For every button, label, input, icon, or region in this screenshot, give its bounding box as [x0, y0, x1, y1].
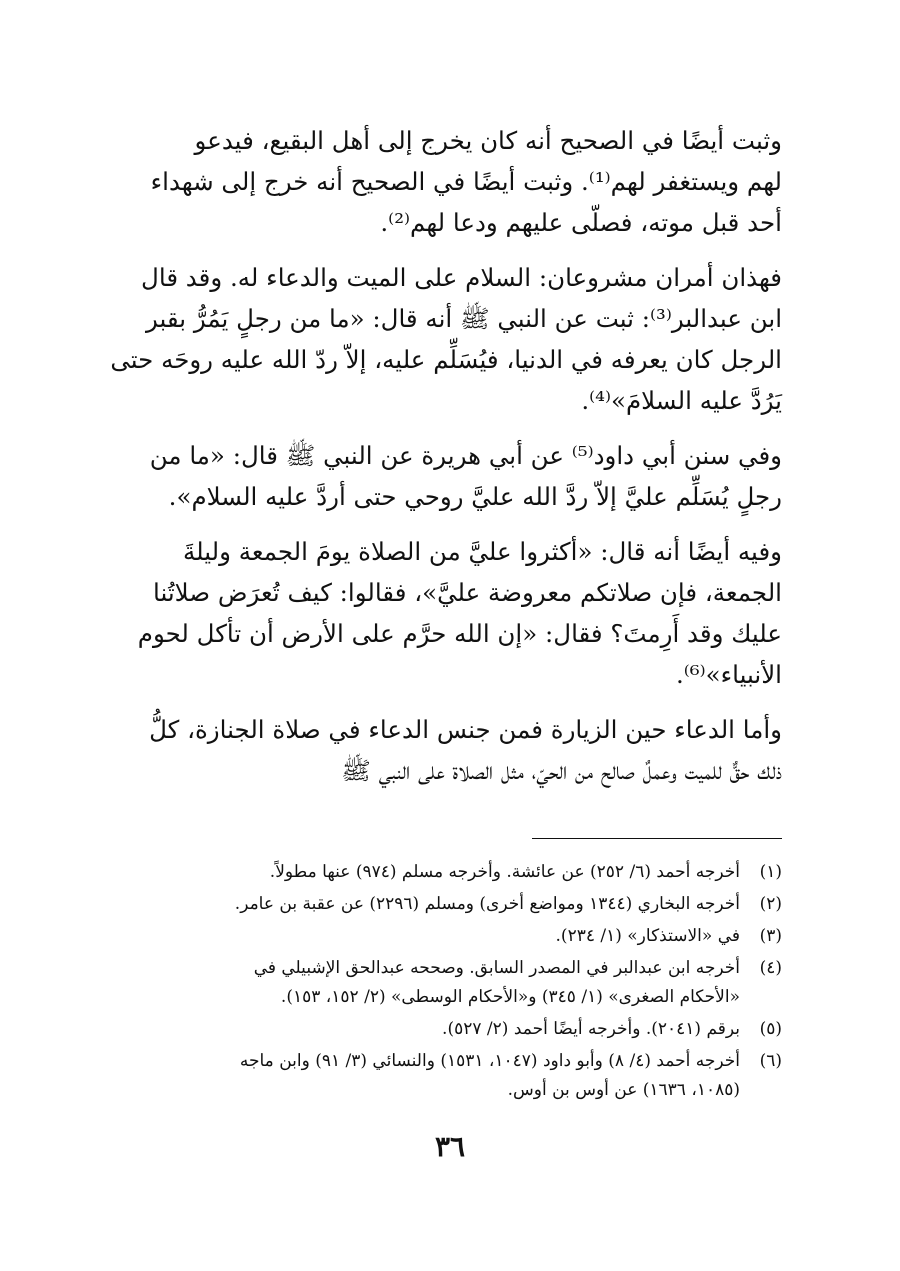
paragraph-5	[117, 709, 782, 791]
text-line: رجلٍ يُسَلِّم عليَّ إلاّ ردَّ الله عليَّ روحي حتى أردَّ عليه السلام».	[168, 482, 782, 511]
main-text	[110, 120, 782, 805]
text-line: فهذان أمران مشروعان: السلام على الميت والدعاء له. وقد قال	[141, 263, 782, 292]
paragraph-4	[117, 531, 782, 695]
footnote-text	[112, 858, 740, 887]
footnote-line: أخرجه أحمد (٤/ ٨) وأبو داود (١٠٤٧، ١٥٣١) والنسائي (٣/ ٩١) وابن ماجه	[239, 1051, 740, 1071]
footnotes	[112, 858, 782, 1108]
footnote-text	[112, 890, 740, 919]
footnote-3	[112, 922, 782, 951]
footnote-number: (١)	[759, 862, 782, 882]
paragraph-3	[117, 435, 782, 517]
footnote-number: (٥)	[759, 1019, 782, 1039]
footnote-2	[112, 890, 782, 919]
footnote-number: (٢)	[759, 894, 782, 914]
footnote-number: (٦)	[759, 1051, 782, 1071]
text-line: الجمعة، فإن صلاتكم معروضة عليَّ»، فقالوا: كيف تُعرَض صلاتُنا	[153, 578, 782, 607]
footnote-number: (٤)	[759, 958, 782, 978]
text-line: عليك وقد أَرِمتَ؟ فقال: «إن الله حرَّم على الأرض أن تأكل لحوم	[137, 619, 782, 648]
footnote-line: (١٠٨٥، ١٦٣٦) عن أوس بن أوس.	[507, 1080, 740, 1100]
text-line: لهم ويستغفر لهم⁽¹⁾. وثبت أيضًا في الصحيح أنه خرج إلى شهداء	[150, 167, 782, 196]
footnote-divider	[532, 838, 782, 839]
footnote-4	[112, 954, 782, 1012]
text-line: ذلك حقٌّ للميت وعملٌ صالح من الحيّ، مثل الصلاة على النبي ﷺ	[341, 756, 782, 785]
paragraph-2	[110, 257, 782, 421]
footnote-line: في «الاستذكار» (١/ ٢٣٤).	[555, 926, 740, 946]
footnote-line: أخرجه أحمد (٦/ ٢٥٢) عن عائشة. وأخرجه مسلم (٩٧٤) عنها مطولاً.	[269, 862, 740, 882]
text-line: الرجل كان يعرفه في الدنيا، فيُسَلِّم عليه، إلاّ ردّ الله عليه روحَه حتى	[110, 345, 782, 374]
text-line: أحد قبل موته، فصلّى عليهم ودعا لهم⁽²⁾.	[380, 208, 782, 237]
text-line: وثبت أيضًا في الصحيح أنه كان يخرج إلى أهل البقيع، فيدعو	[194, 126, 782, 155]
footnote-line: أخرجه ابن عبدالبر في المصدر السابق. وصححه عبدالحق الإشبيلي في	[253, 958, 740, 978]
footnote-number: (٣)	[759, 926, 782, 946]
text-line: ابن عبدالبر⁽³⁾: ثبت عن النبي ﷺ أنه قال: «ما من رجلٍ يَمُرُّ بقبر	[145, 304, 782, 333]
footnote-text	[112, 954, 740, 1012]
footnote-text	[112, 1015, 740, 1044]
footnote-line: برقم (٢٠٤١). وأخرجه أيضًا أحمد (٢/ ٥٢٧).	[442, 1019, 740, 1039]
footnote-line: «الأحكام الصغرى» (١/ ٣٤٥) و«الأحكام الوسطى» (٢/ ١٥٢، ١٥٣).	[280, 987, 740, 1007]
text-line: الأنبياء»⁽⁶⁾.	[675, 660, 782, 689]
text-line: وأما الدعاء حين الزيارة فمن جنس الدعاء في صلاة الجنازة، كلُّ	[149, 715, 782, 744]
paragraph-1	[117, 120, 782, 243]
footnote-6	[112, 1047, 782, 1105]
footnote-text	[112, 1047, 740, 1105]
text-line: وفي سنن أبي داود⁽⁵⁾ عن أبي هريرة عن النبي ﷺ قال: «ما من	[149, 441, 782, 470]
text-line: وفيه أيضًا أنه قال: «أكثروا عليَّ من الصلاة يومَ الجمعة وليلةَ	[183, 537, 782, 566]
footnote-line: أخرجه البخاري (١٣٤٤ ومواضع أخرى) ومسلم (٢٢٩٦) عن عقبة بن عامر.	[234, 894, 740, 914]
footnote-5	[112, 1015, 782, 1044]
footnote-1	[112, 858, 782, 887]
footnote-text	[112, 922, 740, 951]
page-number: ٣٦	[434, 1130, 466, 1163]
text-line: يَرُدَّ عليه السلامَ»⁽⁴⁾.	[581, 386, 782, 415]
